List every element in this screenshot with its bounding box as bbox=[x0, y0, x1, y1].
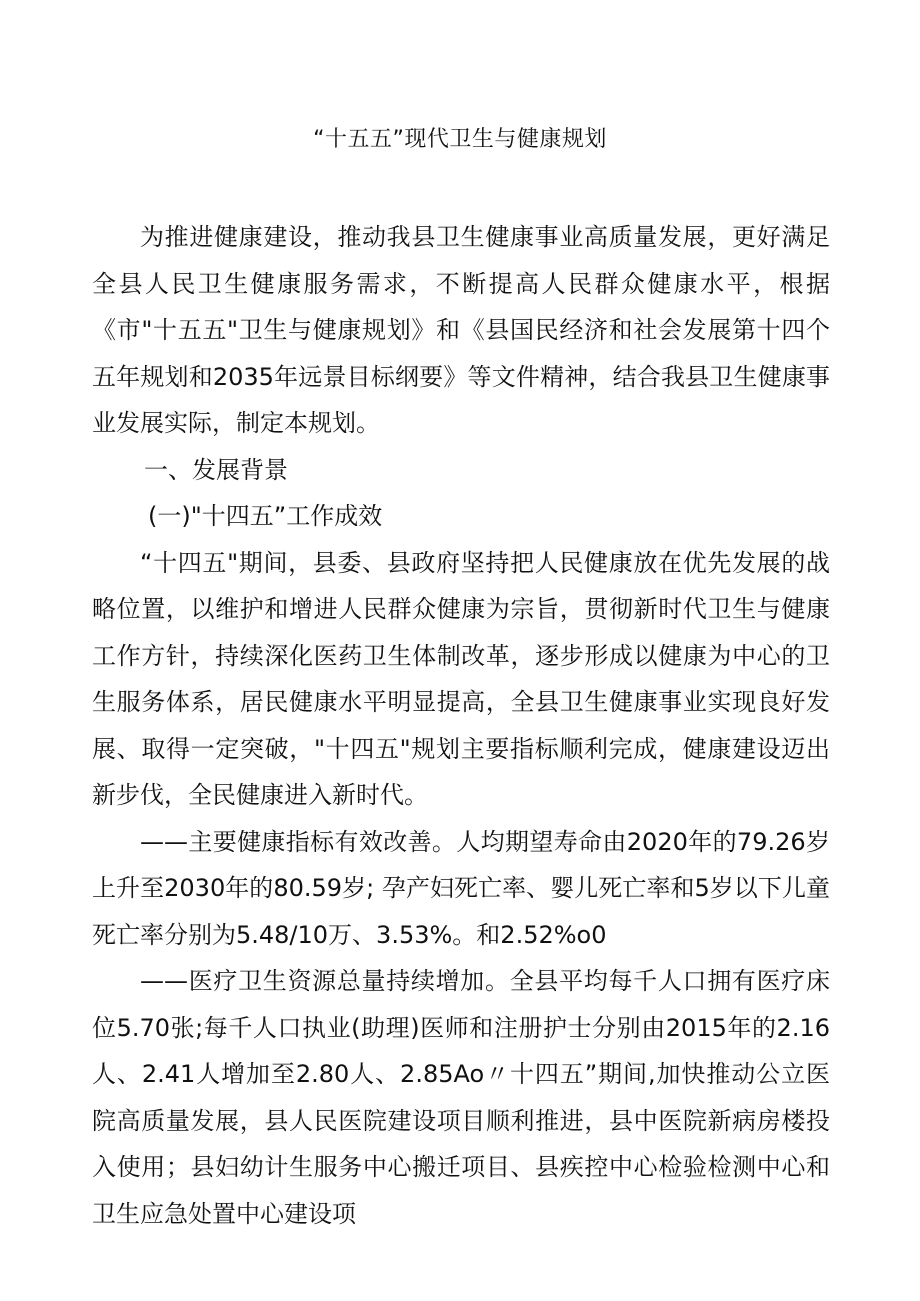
subsection-heading-achievements: (一)"十四五”工作成效 bbox=[148, 502, 383, 530]
document-title: “十五五”现代卫生与健康规划 bbox=[313, 127, 607, 152]
intro-paragraph: 为推进健康建设，推动我县卫生健康事业高质量发展，更好满足全县人民卫生健康服务需求，不断提高人民群众健康水平，根据《市"十五五"卫生与健康规划》和《县国民经济和社会发展第十四个五年规划和2035年远景目标纲要》等文件精神，结合我县卫生健康事业发展实际，制定本规划。 bbox=[92, 223, 830, 437]
document-body bbox=[92, 214, 830, 1237]
section-heading-background: 一、发展背景 bbox=[144, 455, 288, 484]
achievements-paragraph: “十四五"期间，县委、县政府坚持把人民健康放在优先发展的战略位置，以维护和增进人民群众健康为宗旨，贯彻新时代卫生与健康工作方针，持续深化医药卫生体制改革，逐步形成以健康为中心的卫生服务体系，居民健康水平明显提高，全县卫生健康事业实现良好发展、取得一定突破，"十四五"规划主要指标顺利完成，健康建设迈出新步伐，全民健康进入新时代。 bbox=[92, 548, 830, 809]
health-indicators-paragraph: ——主要健康指标有效改善。人均期望寿命由2020年的79.26岁上升至2030年的80.59岁; 孕产妇死亡率、婴儿死亡率和5岁以下儿童死亡率分别为5.48/10万、3.53%。和2.52%o0 bbox=[92, 827, 830, 949]
medical-resources-paragraph: ——医疗卫生资源总量持续增加。全县平均每千人口拥有医疗床位5.70张;每千人口执业(助理)医师和注册护士分别由2015年的2.16人、2.41人增加至2.80人、2.85Ao〃十四五”期间,加快推动公立医院高质量发展，县人民医院建设项目顺利推进，县中医院新病房楼投入使用；县妇幼计生服务中心搬迁项目、县疾控中心检验检测中心和卫生应急处置中心建设项 bbox=[92, 967, 830, 1228]
